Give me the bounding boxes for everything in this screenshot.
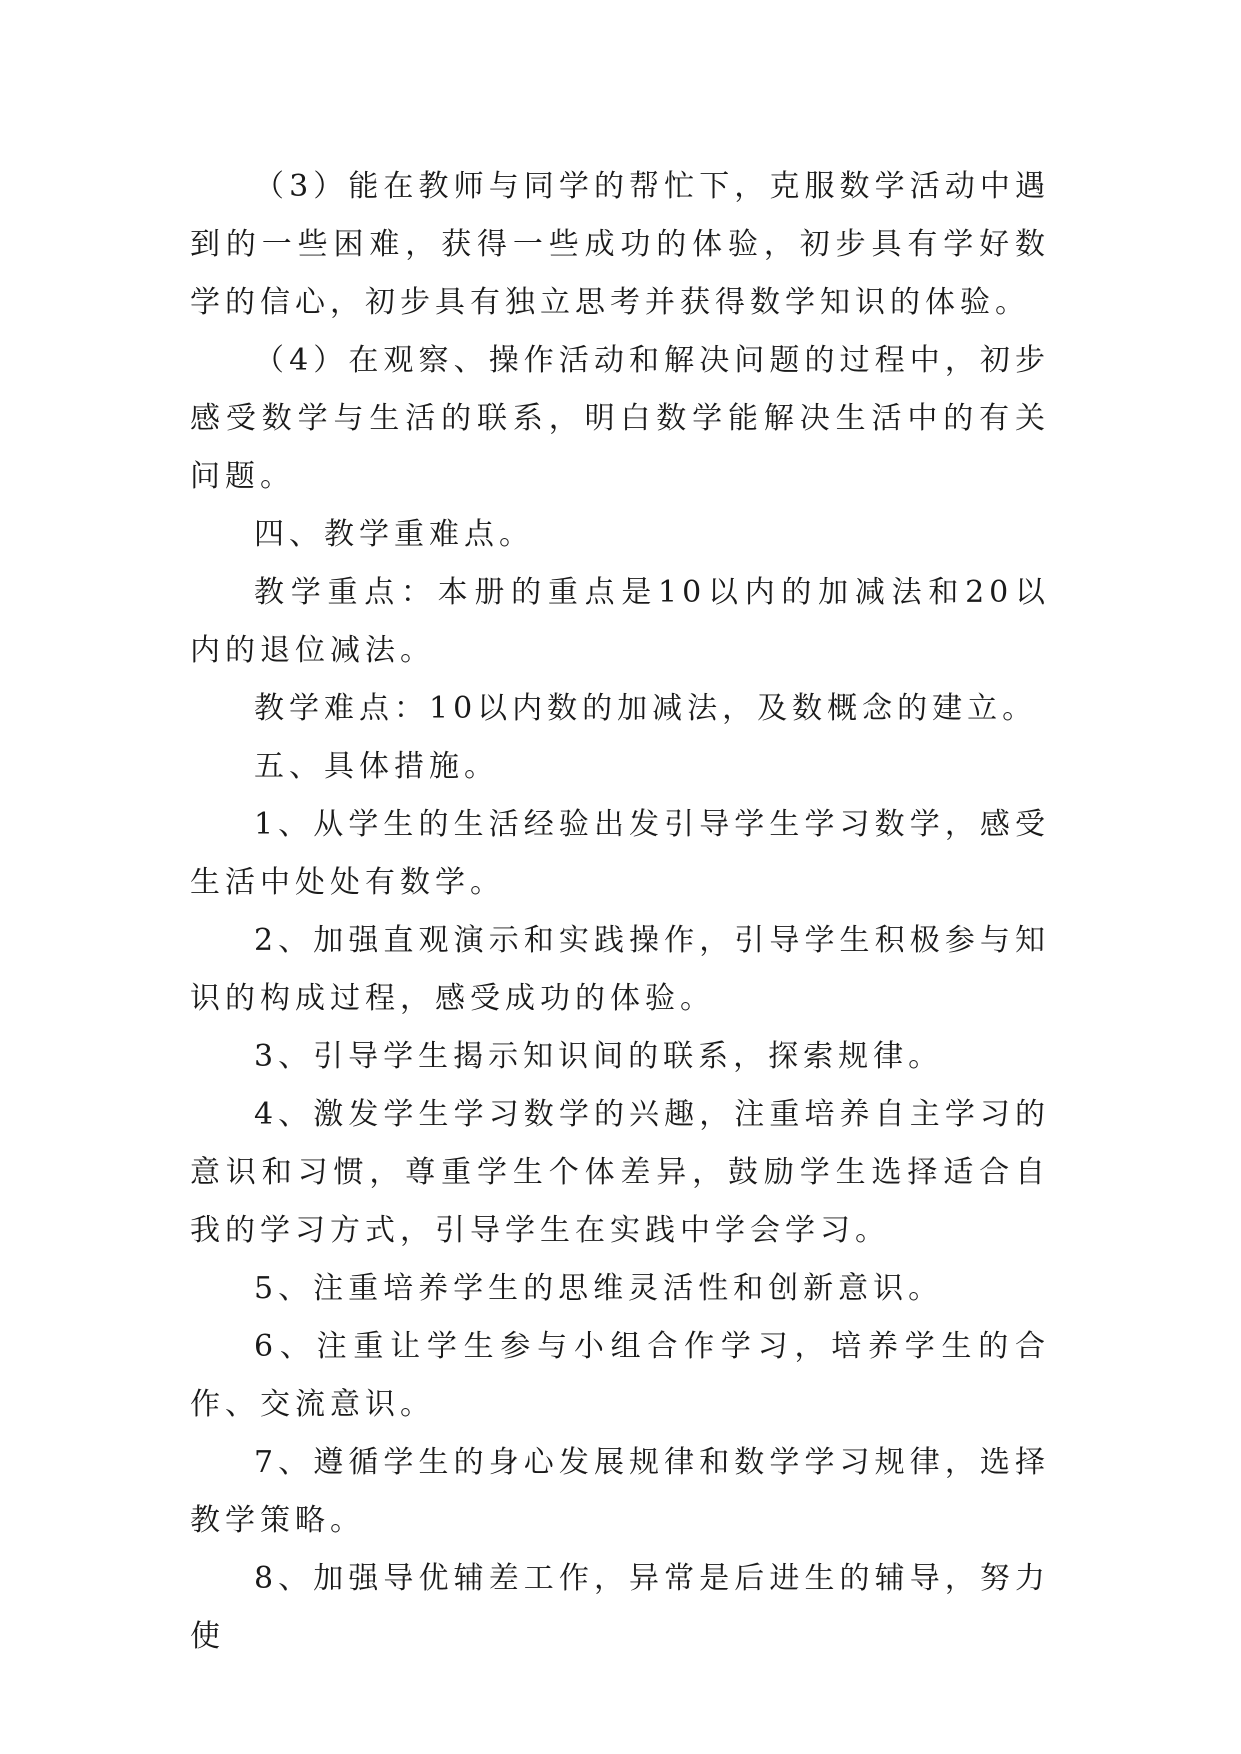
paragraph-measure-8: 8、加强导优辅差工作，异常是后进生的辅导，努力使 bbox=[190, 1561, 1050, 1654]
paragraph-measure-7: 7、遵循学生的身心发展规律和数学学习规律，选择教学策略。 bbox=[190, 1445, 1050, 1538]
paragraph-measure-3: 3、引导学生揭示知识间的联系，探索规律。 bbox=[254, 1039, 944, 1074]
paragraph-difficult-point: 教学难点：10以内数的加减法，及数概念的建立。 bbox=[254, 691, 1038, 726]
paragraph-measure-1: 1、从学生的生活经验出发引导学生学习数学，感受生活中处处有数学。 bbox=[190, 807, 1050, 900]
paragraph-key-point: 教学重点：本册的重点是10以内的加减法和20以内的退位减法。 bbox=[190, 575, 1050, 668]
section-heading-measures: 五、具体措施。 bbox=[254, 749, 499, 784]
section-heading-key-points: 四、教学重难点。 bbox=[254, 517, 534, 552]
paragraph-measure-6: 6、注重让学生参与小组合作学习，培养学生的合作、交流意识。 bbox=[190, 1329, 1050, 1422]
document-body bbox=[190, 158, 1050, 1666]
paragraph-measure-4: 4、激发学生学习数学的兴趣，注重培养自主学习的意识和习惯，尊重学生个体差异，鼓励学生选择适合自我的学习方式，引导学生在实践中学会学习。 bbox=[190, 1097, 1050, 1248]
paragraph-goal-3: （3）能在教师与同学的帮忙下，克服数学活动中遇到的一些困难，获得一些成功的体验，初步具有学好数学的信心，初步具有独立思考并获得数学知识的体验。 bbox=[190, 169, 1050, 320]
paragraph-goal-4: （4）在观察、操作活动和解决问题的过程中，初步感受数学与生活的联系，明白数学能解决生活中的有关问题。 bbox=[190, 343, 1050, 494]
paragraph-measure-2: 2、加强直观演示和实践操作，引导学生积极参与知识的构成过程，感受成功的体验。 bbox=[190, 923, 1050, 1016]
paragraph-measure-5: 5、注重培养学生的思维灵活性和创新意识。 bbox=[254, 1271, 944, 1306]
